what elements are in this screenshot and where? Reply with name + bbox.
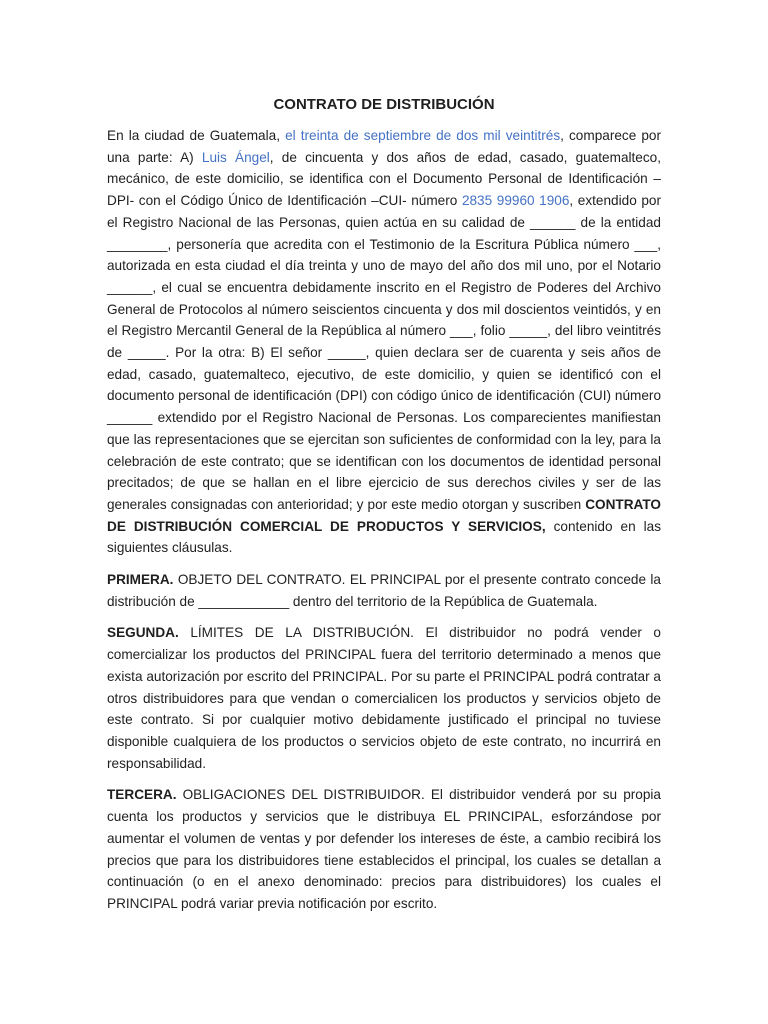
intro-text-4: , extendido por el Registro Nacional de las Personas, quien actúa en su calidad de ______ de la entidad ________, personería que acredita con el Testimonio de la Escritura Pública número ___, autorizada en esta ciudad el día treinta y uno de mayo del año dos mil uno, por el Notario ______, el cual se encuentra debidamente inscrito en el Registro de Poderes del Archivo General de Protocolos al número seiscientos cincuenta y dos mil doscientos veintidós, y en el Registro Mercantil General de la República al número ___, folio _____, del libro veintitrés de _____. Por la otra: B) El señor _____, quien declara ser de cuarenta y seis años de edad, casado, guatemalteco, ejecutivo, de este domicilio, y quien se identificó con el documento personal de identificación (DPI) con código único de identificación (CUI) número ______ extendido por el Registro Nacional de Personas. Los comparecientes manifiestan que las representaciones que se ejercitan son suficientes de conformidad con la ley, para la celebración de este contrato; que se identifican con los documentos de identidad personal precitados; de que se hallan en el libre ejercicio de sus derechos civiles y ser de las generales consignadas con anterioridad; y por este medio otorgan y suscriben xyxy=(107,193,661,512)
intro-text-3: , de cincuenta y dos años de edad, casado, guatemalteco, mecánico, de este domicilio, se identifica con el Documento Personal de Identificación –DPI- con el Código Único de Identificación –CUI- número xyxy=(107,149,661,209)
clause-text: OBLIGACIONES DEL DISTRIBUIDOR. El distribuidor venderá por su propia cuenta los productos y servicios que le distribuya EL PRINCIPAL, esforzándose por aumentar el volumen de ventas y por defender los intereses de éste, a cambio recibirá los precios que para los distribuidores tiene establecidos el principal, los cuales se detallan a continuación (o en el anexo denominado: precios para distribuidores) los cuales el PRINCIPAL podrá variar previa notificación por escrito. xyxy=(107,787,661,911)
document-title: CONTRATO DE DISTRIBUCIÓN xyxy=(273,96,495,113)
intro-text-5: contenido en las siguientes cláusulas. xyxy=(107,518,661,556)
clause-segunda xyxy=(107,622,661,774)
clause-heading: TERCERA. xyxy=(107,787,177,803)
party-a-name: Luis Ángel xyxy=(201,149,270,165)
contract-name: CONTRATO DE DISTRIBUCIÓN COMERCIAL DE PRODUCTOS Y SERVICIOS, xyxy=(107,496,661,534)
contract-date: el treinta de septiembre de dos mil veintitrés xyxy=(285,128,561,143)
clause-text: OBJETO DEL CONTRATO. EL PRINCIPAL por el presente contrato concede la distribución de ____________ dentro del territorio de la República de Guatemala. xyxy=(107,572,661,609)
intro-text-2: , comparece por una parte: A) xyxy=(107,128,661,165)
clause-text: LÍMITES DE LA DISTRIBUCIÓN. El distribuidor no podrá vender o comercializar los productos del PRINCIPAL fuera del territorio determinado a menos que exista autorización por escrito del PRINCIPAL. Por su parte el PRINCIPAL podrá contratar a otros distribuidores para que vendan o comercialicen los productos y servicios objeto de este contrato. Si por cualquier motivo debidamente justificado el principal no tuviese disponible cualquiera de los productos o servicios objeto de este contrato, no incurrirá en responsabilidad. xyxy=(107,625,661,771)
clause-primera xyxy=(107,569,661,612)
intro-paragraph xyxy=(107,125,661,559)
clause-heading: PRIMERA. xyxy=(107,572,174,588)
clause-tercera xyxy=(107,784,661,914)
cui-number: 2835 99960 1906 xyxy=(461,193,570,209)
intro-text-1: En la ciudad de Guatemala, xyxy=(107,128,286,143)
clause-heading: SEGUNDA. xyxy=(107,625,179,641)
